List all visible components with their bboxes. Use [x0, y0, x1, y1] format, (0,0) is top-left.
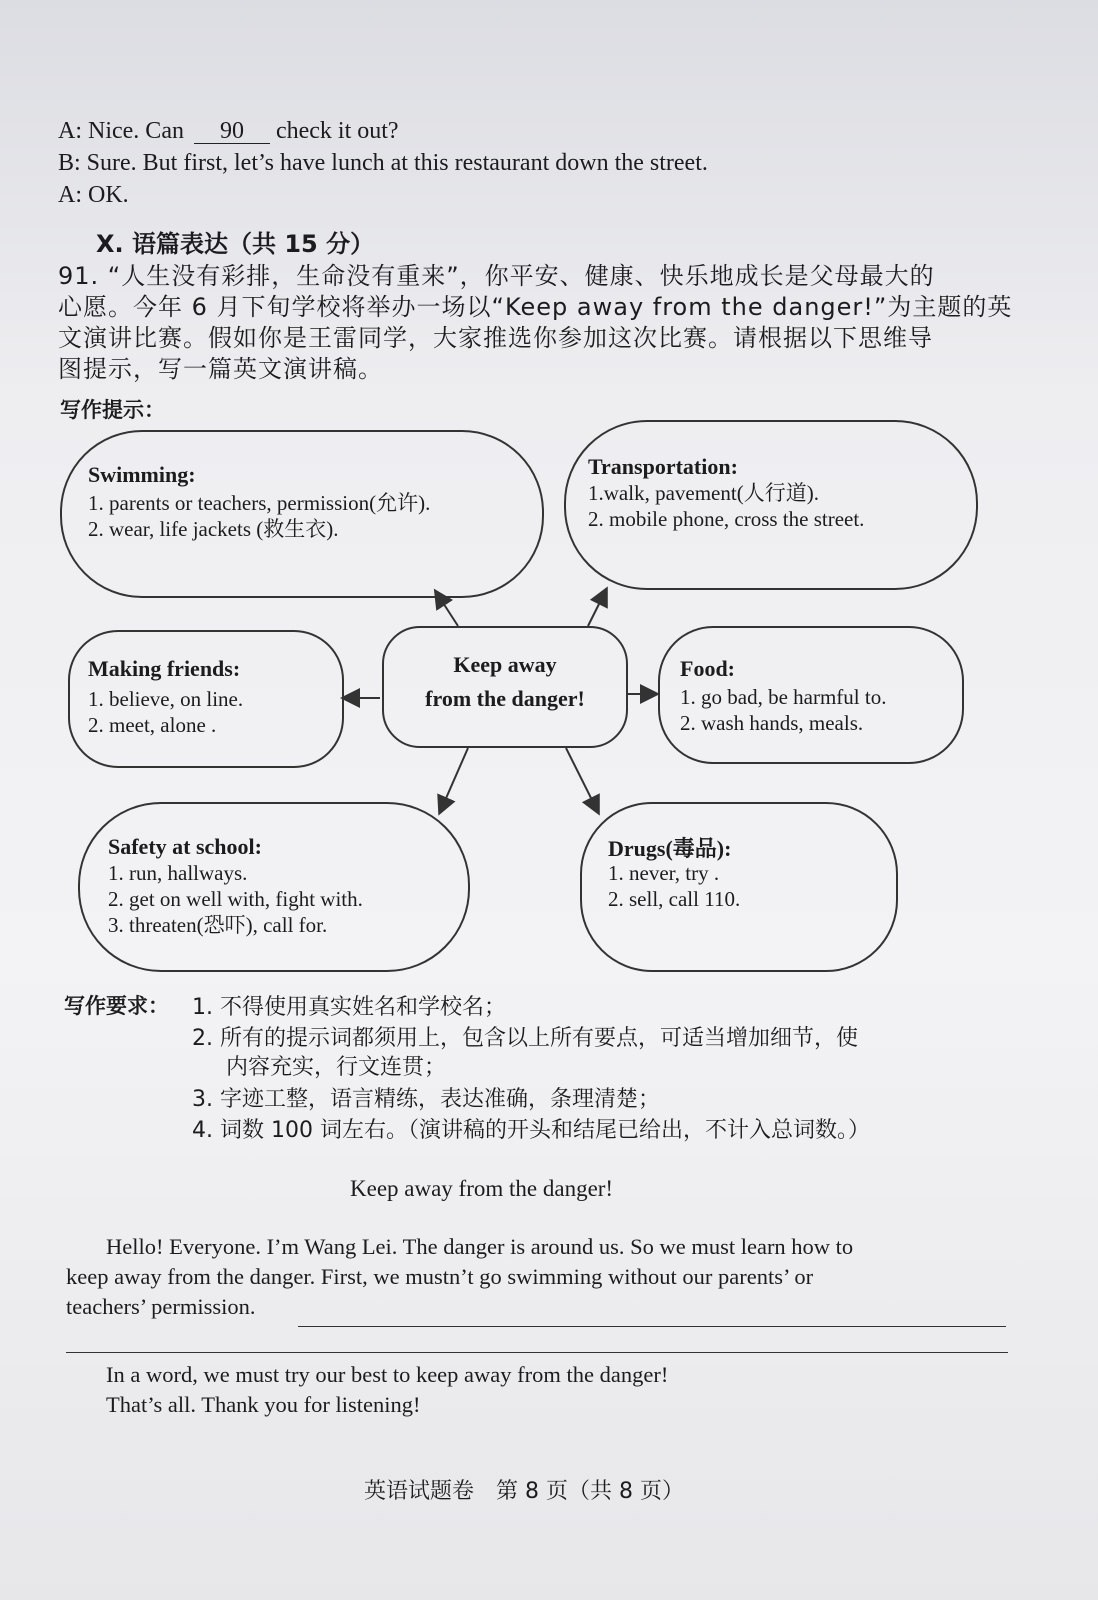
answer-line-2: [66, 1352, 1008, 1353]
transportation-item-2: 2. mobile phone, cross the street.: [588, 507, 865, 531]
dialogue-line-1-prefix: A: Nice. Can: [58, 118, 184, 144]
arrow-to-transportation: [588, 590, 606, 626]
essay-line-3: teachers’ permission.: [66, 1294, 256, 1319]
safety-item-3: 3. threaten(恐吓), call for.: [108, 913, 328, 937]
safety-title: Safety at school:: [108, 834, 262, 859]
dialogue-line-3: A: OK.: [58, 182, 129, 208]
essay-closing-2: That’s all. Thank you for listening!: [106, 1392, 421, 1417]
food-bubble: [658, 626, 964, 764]
swimming-item-2: 2. wear, life jackets (救生衣).: [88, 517, 339, 541]
section-title: X. 语篇表达（共 15 分）: [96, 230, 375, 258]
center-topic-line-1: Keep away: [453, 652, 557, 677]
swimming-title: Swimming:: [88, 462, 196, 487]
prompt-line-1: 91. “人生没有彩排，生命没有重来”，你平安、健康、快乐地成长是父母最大的: [58, 262, 935, 290]
requirement-2: 2. 所有的提示词都须用上，包含以上所有要点，可适当增加细节，使: [192, 1026, 858, 1051]
making-friends-bubble: [68, 630, 344, 768]
dialogue-line-1-suffix: check it out?: [275, 118, 399, 144]
drugs-bubble: [580, 802, 898, 972]
essay-title: Keep away from the danger!: [350, 1176, 614, 1201]
swimming-bubble: [60, 430, 544, 598]
food-item-2: 2. wash hands, meals.: [680, 711, 864, 735]
page-footer: 英语试题卷 第 8 页（共 8 页）: [364, 1479, 684, 1504]
center-topic-box: [382, 626, 628, 748]
drugs-item-2: 2. sell, call 110.: [608, 887, 741, 911]
safety-item-1: 1. run, hallways.: [108, 861, 248, 885]
center-topic-line-2: from the danger!: [425, 686, 585, 711]
essay-line-1: Hello! Everyone. I’m Wang Lei. The danger is around us. So we must learn how to: [106, 1234, 854, 1259]
drugs-item-1: 1. never, try .: [608, 861, 720, 885]
safety-item-2: 2. get on well with, fight with.: [108, 887, 363, 911]
arrow-to-drugs: [566, 748, 598, 812]
food-item-1: 1. go bad, be harmful to.: [680, 685, 887, 709]
arrow-to-safety: [440, 748, 468, 812]
transportation-item-1: 1.walk, pavement(人行道).: [588, 481, 819, 505]
hints-label: 写作提示：: [60, 398, 165, 422]
answer-line-1: [298, 1326, 1006, 1327]
swimming-item-1: 1. parents or teachers, permission(允许).: [88, 491, 431, 515]
requirement-2-continued: 内容充实，行文连贯；: [226, 1055, 447, 1080]
making-friends-title: Making friends:: [88, 656, 241, 681]
making-friends-item-1: 1. believe, on line.: [88, 687, 244, 711]
requirements-label: 写作要求：: [64, 994, 169, 1018]
safety-at-school-bubble: [78, 802, 470, 972]
prompt-line-4: 图提示，写一篇英文演讲稿。: [58, 355, 383, 383]
requirement-4: 4. 词数 100 词左右。（演讲稿的开头和结尾已给出，不计入总词数。）: [192, 1118, 870, 1143]
requirement-1: 1. 不得使用真实姓名和学校名；: [192, 995, 506, 1020]
answer-blank-90: 90: [194, 119, 270, 144]
prompt-line-2: 心愿。今年 6 月下旬学校将举办一场以“Keep away from the danger!”为主题的英: [58, 293, 1013, 321]
transportation-title: Transportation:: [588, 454, 738, 479]
prompt-line-3: 文演讲比赛。假如你是王雷同学，大家推选你参加这次比赛。请根据以下思维导: [58, 324, 933, 352]
essay-closing-1: In a word, we must try our best to keep away from the danger!: [106, 1362, 669, 1387]
requirement-3: 3. 字迹工整，语言精练，表达准确，条理清楚；: [192, 1087, 660, 1112]
essay-line-2: keep away from the danger. First, we mustn’t go swimming without our parents’ or: [66, 1264, 814, 1289]
transportation-bubble: [564, 420, 978, 590]
dialogue-line-2: B: Sure. But first, let’s have lunch at this restaurant down the street.: [58, 150, 708, 176]
drugs-title: Drugs(毒品):: [608, 836, 732, 861]
food-title: Food:: [680, 656, 735, 681]
making-friends-item-2: 2. meet, alone .: [88, 713, 217, 737]
